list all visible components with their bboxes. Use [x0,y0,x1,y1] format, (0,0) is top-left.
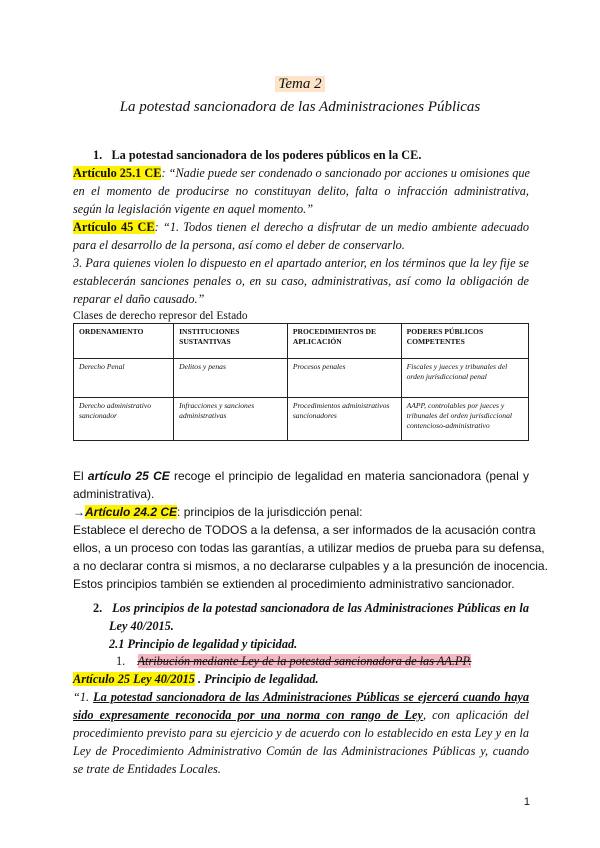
quote-line1: “1. La potestad sancionadora de las Administraciones Públicas se ejercerá cuando haya [73,690,529,704]
art45-line1: Artículo 45 CE: “1. Todos tienen el derecho a disfrutar de un medio ambiente adecuado [73,220,529,234]
subsection-2-1-heading: 2.1 Principio de legalidad y tipicidad. [109,637,298,651]
table-cell: Infracciones y sanciones administrativas [174,398,288,441]
table-header-row [74,324,529,359]
arrow-icon: → [73,505,85,519]
art25-ley-heading: Artículo 25 Ley 40/2015 . Principio de legalidad. [73,672,319,686]
table-cell: Derecho administrativo sancionador [74,398,174,441]
table-header: ORDENAMIENTO [74,324,174,359]
table-header: INSTITUCIONES SUSTANTIVAS [174,324,288,359]
principles-line2: ellos, a un proceso con todas las garantías, a utilizar medios de prueba para su defensa, [73,541,545,555]
quote-line3: procedimiento previsto para su ejercicio y de acuerdo con lo establecido en esta Ley y en la [73,726,529,740]
art242-line: →Artículo 24.2 CE: principios de la jurisdicción penal: [73,505,363,519]
art25-line2: en el momento de producirse no constituyan delito, falta o infracción administrativa, [73,184,529,198]
art25-summary-line1: El artículo 25 CE recoge el principio de legalidad en materia sancionadora (penal y [73,469,529,483]
table-caption: Clases de derecho represor del Estado [73,310,248,322]
page-subtitle: La potestad sancionadora de las Administraciones Públicas [119,99,481,115]
art25-line3: según la legislación vigente en aquel momento.” [73,202,314,216]
principles-line4: Estos principios también se extienden al procedimiento administrativo sancionador. [73,577,515,591]
art45-line3: 3. Para quienes violen lo dispuesto en el apartado anterior, en los términos que la ley fije se [73,256,529,270]
table-cell: Delitos y penas [174,359,288,398]
art45-line2: para el desarrollo de la persona, así como el deber de conservarlo. [73,238,405,252]
art25-line1: Artículo 25.1 CE: “Nadie puede ser condenado o sancionado por acciones u omisiones que [73,166,530,180]
art45-line4: establecerán sanciones penales o, en su caso, administrativas, así como la obligación de [73,274,529,288]
section-2-heading-line2: Ley 40/2015. [109,619,174,633]
section-1-heading: 1. La potestad sancionadora de los poderes públicos en la CE. [93,148,422,162]
quote-line2: sido expresamente reconocida por una norma con rango de Ley, con aplicación del [73,708,529,722]
table-cell: Procedimientos administrativos sancionadores [287,398,401,441]
table-cell: Fiscales y jueces y tribunales del orden jurisdiccional penal [401,359,528,398]
table-header: PROCEDIMIENTOS DE APLICACIÓN [287,324,401,359]
section-2-heading-line1: 2. Los principios de la potestad sancionadora de las Administraciones Públicas en la [93,601,529,615]
table-header: PODERES PÚBLICOS COMPETENTES [401,324,528,359]
table-cell: Derecho Penal [74,359,174,398]
page-number: 1 [523,796,530,808]
table-row [74,359,529,398]
quote-line5: se trate de Entidades Locales. [73,762,221,776]
page-title: Tema 2 [0,76,600,93]
table-row [74,398,529,441]
list-item: 1. Atribución mediante Ley de la potestad sancionadora de las AA.PP. [116,654,472,668]
art25-summary-line2: administrativa). [73,487,155,501]
principles-line1: Establece el derecho de TODOS a la defensa, a ser informados de la acusación contra [73,523,536,537]
derecho-represor-table [73,323,529,441]
quote-line4: Ley de Procedimiento Administrativo Común de las Administraciones Públicas y, cuando [73,744,529,758]
table-cell: AAPP, controlables por jueces y tribunales del orden jurisdiccional contencioso-administrativo [401,398,528,441]
table-cell: Procesos penales [287,359,401,398]
art45-line5: reparar el daño causado.” [73,292,205,306]
principles-line3: a no declarar contra si mismos, a no declararse culpables y a la presunción de inocencia. [73,559,548,573]
